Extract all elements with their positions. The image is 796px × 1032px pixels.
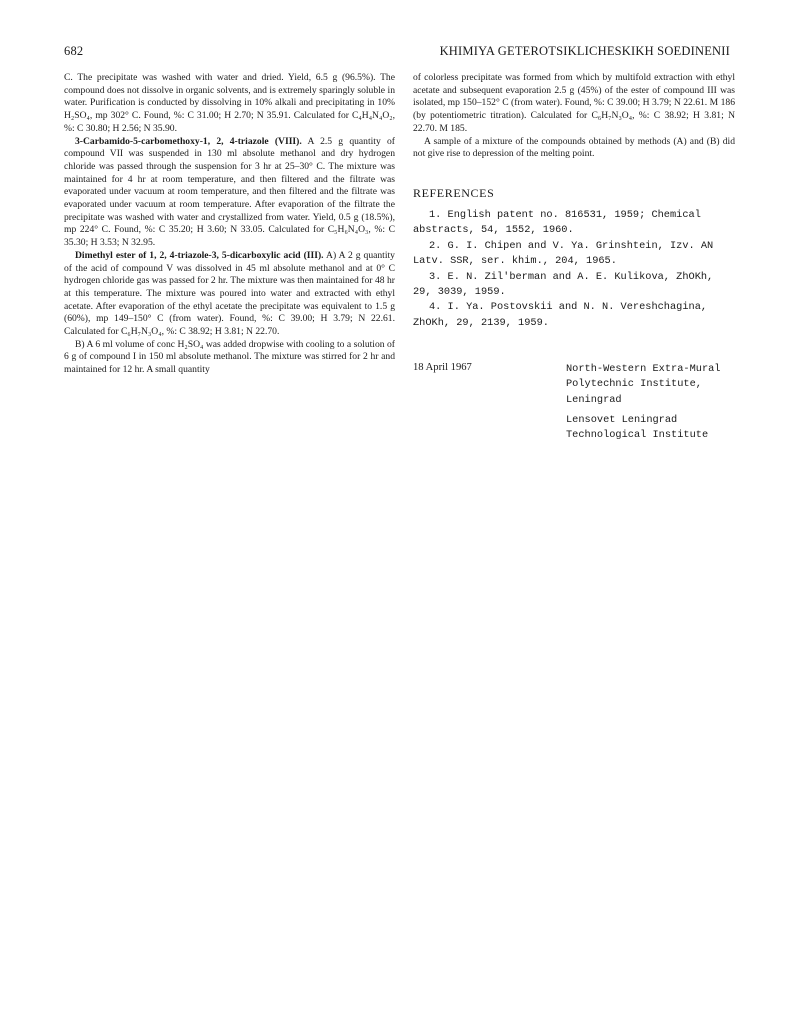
paragraph: C. The precipitate was washed with water and dried. Yield, 6.5 g (96.5%). The compound does not dissolve in organic solvents, and is extremely sparingly soluble in water. Purification is conducted by dissolving in 10% alkali and precipitating in 10% H₂SO₄, mp 302° C. Found, %: C 31.00; H 2.70; N 35.91. Calculated for C₄H₄N₄O₂, %: C 30.80; H 2.56; N 35.90.: [64, 72, 395, 134]
references-title: REFERENCES: [413, 186, 495, 200]
left-column: [64, 72, 395, 377]
paragraph: [64, 250, 395, 339]
compound-heading: Dimethyl ester of 1, 2, 4-triazole-3, 5-dicarboxylic acid (III).: [75, 249, 324, 261]
page-number: 682: [64, 44, 84, 58]
reference-item: 3. E. N. Zil'berman and A. E. Kulikova, ZhOKh, 29, 3039, 1959.: [413, 270, 714, 299]
running-head: KHIMIYA GETEROTSIKLICHESKIKH SOEDINENII: [439, 44, 730, 58]
reference-item: 2. G. I. Chipen and V. Ya. Grinshtein, Izv. AN Latv. SSR, ser. khim., 204, 1965.: [413, 239, 714, 268]
affiliation: Lensovet Leningrad Technological Institute: [566, 414, 709, 442]
paragraph-body: A) A 2 g quantity of the acid of compound V was dissolved in 45 ml absolute methanol and at 0° C hydrogen chloride gas was passed for 2 hr. The mixture was then maintained for 48 hr at this temperature. The mixture was poured into water and extracted with ethyl acetate. After evaporation of the ethyl acetate the precipitate was equivalent to 1.5 g (60%), mp 149–150° C (from water). Found, %: C 39.00; H 3.79; N 22.61. Calculated for C₆H₇N₃O₄, %: C 38.92; H 3.81; N 22.70.: [64, 249, 395, 338]
reference-item: 1. English patent no. 816531, 1959; Chemical abstracts, 54, 1552, 1960.: [413, 209, 701, 237]
paragraph: A sample of a mixture of the compounds obtained by methods (A) and (B) did not give rise to depression of the melting point.: [413, 135, 735, 160]
right-column: [413, 72, 735, 161]
reference-item: 4. I. Ya. Postovskii and N. N. Vereshchagina, ZhOKh, 29, 2139, 1959.: [413, 301, 708, 329]
paragraph: B) A 6 ml volume of conc H₂SO₄ was added dropwise with cooling to a solution of 6 g of compound I in 150 ml absolute methanol. The mixture was stirred for 2 hr and maintained for 12 hr. A small quantity: [64, 338, 395, 376]
received-date: 18 April 1967: [413, 362, 472, 373]
paragraph-body: A 2.5 g quantity of compound VII was suspended in 130 ml absolute methanol and dry hydrogen chloride was passed through the suspension for 3 hr at 25–30° C. The mixture was maintained for 4 hr at room temperature, and then filtered and the filtrate was evaporated under vacuum at room temperature, and then filtered and the filtrate was evaporated under vacuum at room temperature. After evaporation of the filtrate the precipitate was washed with water and crystallized from water. Yield, 0.5 g (18.5%), mp 224° C. Found, %: C 35.20; H 3.60; N 33.05. Calculated for C₅H₆N₄O₃, %: C 35.30; H 3.53; N 32.95.: [64, 135, 395, 249]
reference-list: [413, 208, 735, 331]
paragraph: of colorless precipitate was formed from which by multifold extraction with ethyl acetate and subsequent evaporation 2.5 g (45%) of the ester of compound III was isolated, mp 150–152° C (from water). Found, %: C 39.00; H 3.79; N 22.61. M 186 (by potentiometric titration). Calculated for C₆H₇N₃O₄, %: C 38.92; H 3.81; N 22.70. M 185.: [413, 72, 735, 134]
affiliation: North-Western Extra-Mural Polytechnic Institute, Leningrad: [566, 363, 721, 406]
paragraph: [64, 136, 395, 250]
compound-heading: 3-Carbamido-5-carbomethoxy-1, 2, 4-triazole (VIII).: [75, 135, 302, 147]
